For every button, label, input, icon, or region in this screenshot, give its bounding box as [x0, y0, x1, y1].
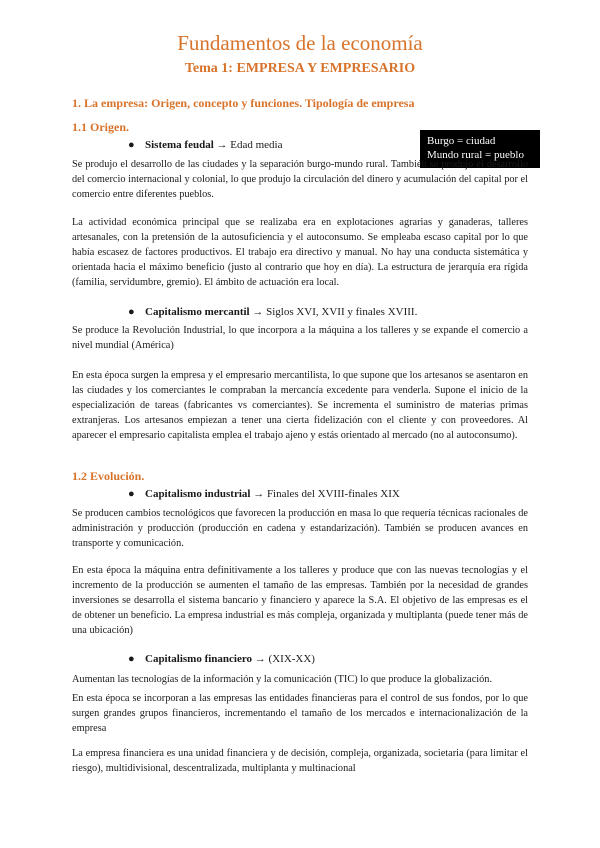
bullet-icon: ●: [128, 653, 135, 665]
section-heading: 1. La empresa: Origen, concepto y funciones. Tipología de empresa: [72, 96, 415, 110]
bullet-text: → Edad media: [216, 139, 283, 151]
bullet-text: → (XIX-XX): [254, 653, 315, 665]
note-line: Mundo rural = pueblo: [427, 149, 524, 161]
bullet-label: Capitalismo financiero: [145, 653, 253, 665]
bullet-icon: ●: [128, 306, 135, 318]
paragraph: En esta época surgen la empresa y el empresario mercantilista, lo que supone que los artesanos se asentaron en las ciudades y los comerciantes le compraban la mercancía excedente para venderla. Supone el inicio de la especialización de tareas (fabricantes vs comerciantes). Se incrementa el suministro de materias primas extranjeras. Los artesanos empiezan a tener una cierta fidelización con el cliente y con proveedores. Al aparecer el empresario capitalista emplea el trabajo ajeno y estás orientado al mercado (no al autoconsumo).: [72, 370, 528, 441]
bullet-icon: ●: [128, 139, 135, 151]
document-subtitle: Tema 1: EMPRESA Y EMPRESARIO: [184, 61, 416, 76]
bullet-icon: ●: [128, 488, 135, 500]
bullet-text: → Finales del XVIII-finales XIX: [253, 488, 400, 500]
subsection-heading-origen: 1.1 Origen.: [72, 120, 129, 134]
paragraph: En esta época se incorporan a las empresas las entidades financieras para el control de sus fondos, por lo que surgen grandes grupos financieros, incrementando el tamaño de los mercados e internacionalización de la empresa: [72, 693, 528, 734]
document-title: Fundamentos de la economía: [177, 31, 423, 55]
paragraph: La empresa financiera es una unidad financiera y de decisión, compleja, organizada, societaria (para limitar el riesgo), multidivisional, descentralizada, multiplanta y multinacional: [72, 748, 528, 774]
paragraph: Se produce la Revolución Industrial, lo que incorpora a la máquina a los talleres y se expande el comercio a nivel mundial (América): [72, 325, 528, 351]
paragraph: La actividad económica principal que se realizaba era en explotaciones agrarias y ganaderas, talleres artesanales, con la pretensión de la autosuficiencia y el autoconsumo. Se empleaba escaso capital por lo que había escasez de factores productivos. El trabajo era directivo y manual. No hay una conducta sistemática y orientada hacia el máximo beneficio (justo al contrario que hoy en día). La estructura de jerarquía era rígida (familia, servidumbre, gremio). El ámbito de actuación era local.: [72, 217, 528, 288]
bullet-text: → Siglos XVI, XVII y finales XVIII.: [252, 306, 418, 318]
paragraph: Se producen cambios tecnológicos que favorecen la producción en masa lo que requería técnicas racionales de administración y producción (producción en cadena y estandarización). También se producen avances en transporte y comunicación.: [72, 508, 528, 549]
paragraph: Se produjo el desarrollo de las ciudades y la separación burgo-mundo rural. También se produjo el desarrollo del comercio internacional y colonial, lo que produjo la circulación del dinero y acumulación del capital por el comercio entre diferentes pueblos.: [72, 159, 528, 200]
paragraph: En esta época la máquina entra definitivamente a los talleres y produce que con las nuevas tecnologías y el incremento de la producción se aumenten el tamaño de las empresas. También por la necesidad de grandes inversiones se desarrolla el sistema bancario y financiero y aparece la S.A. El objetivo de las empresas es el de obtener un beneficio. La empresa industrial es más compleja, organizada y multiplanta (puede tener más de una ubicación): [72, 565, 528, 636]
bullet-label: Capitalismo industrial: [145, 488, 251, 500]
paragraph: Aumentan las tecnologías de la información y la comunicación (TIC) lo que produce la globalización.: [72, 674, 493, 685]
subsection-heading-evolucion: 1.2 Evolución.: [72, 469, 145, 483]
bullet-label: Sistema feudal: [145, 139, 214, 151]
note-line: Burgo = ciudad: [427, 135, 496, 147]
bullet-label: Capitalismo mercantil: [145, 306, 250, 318]
